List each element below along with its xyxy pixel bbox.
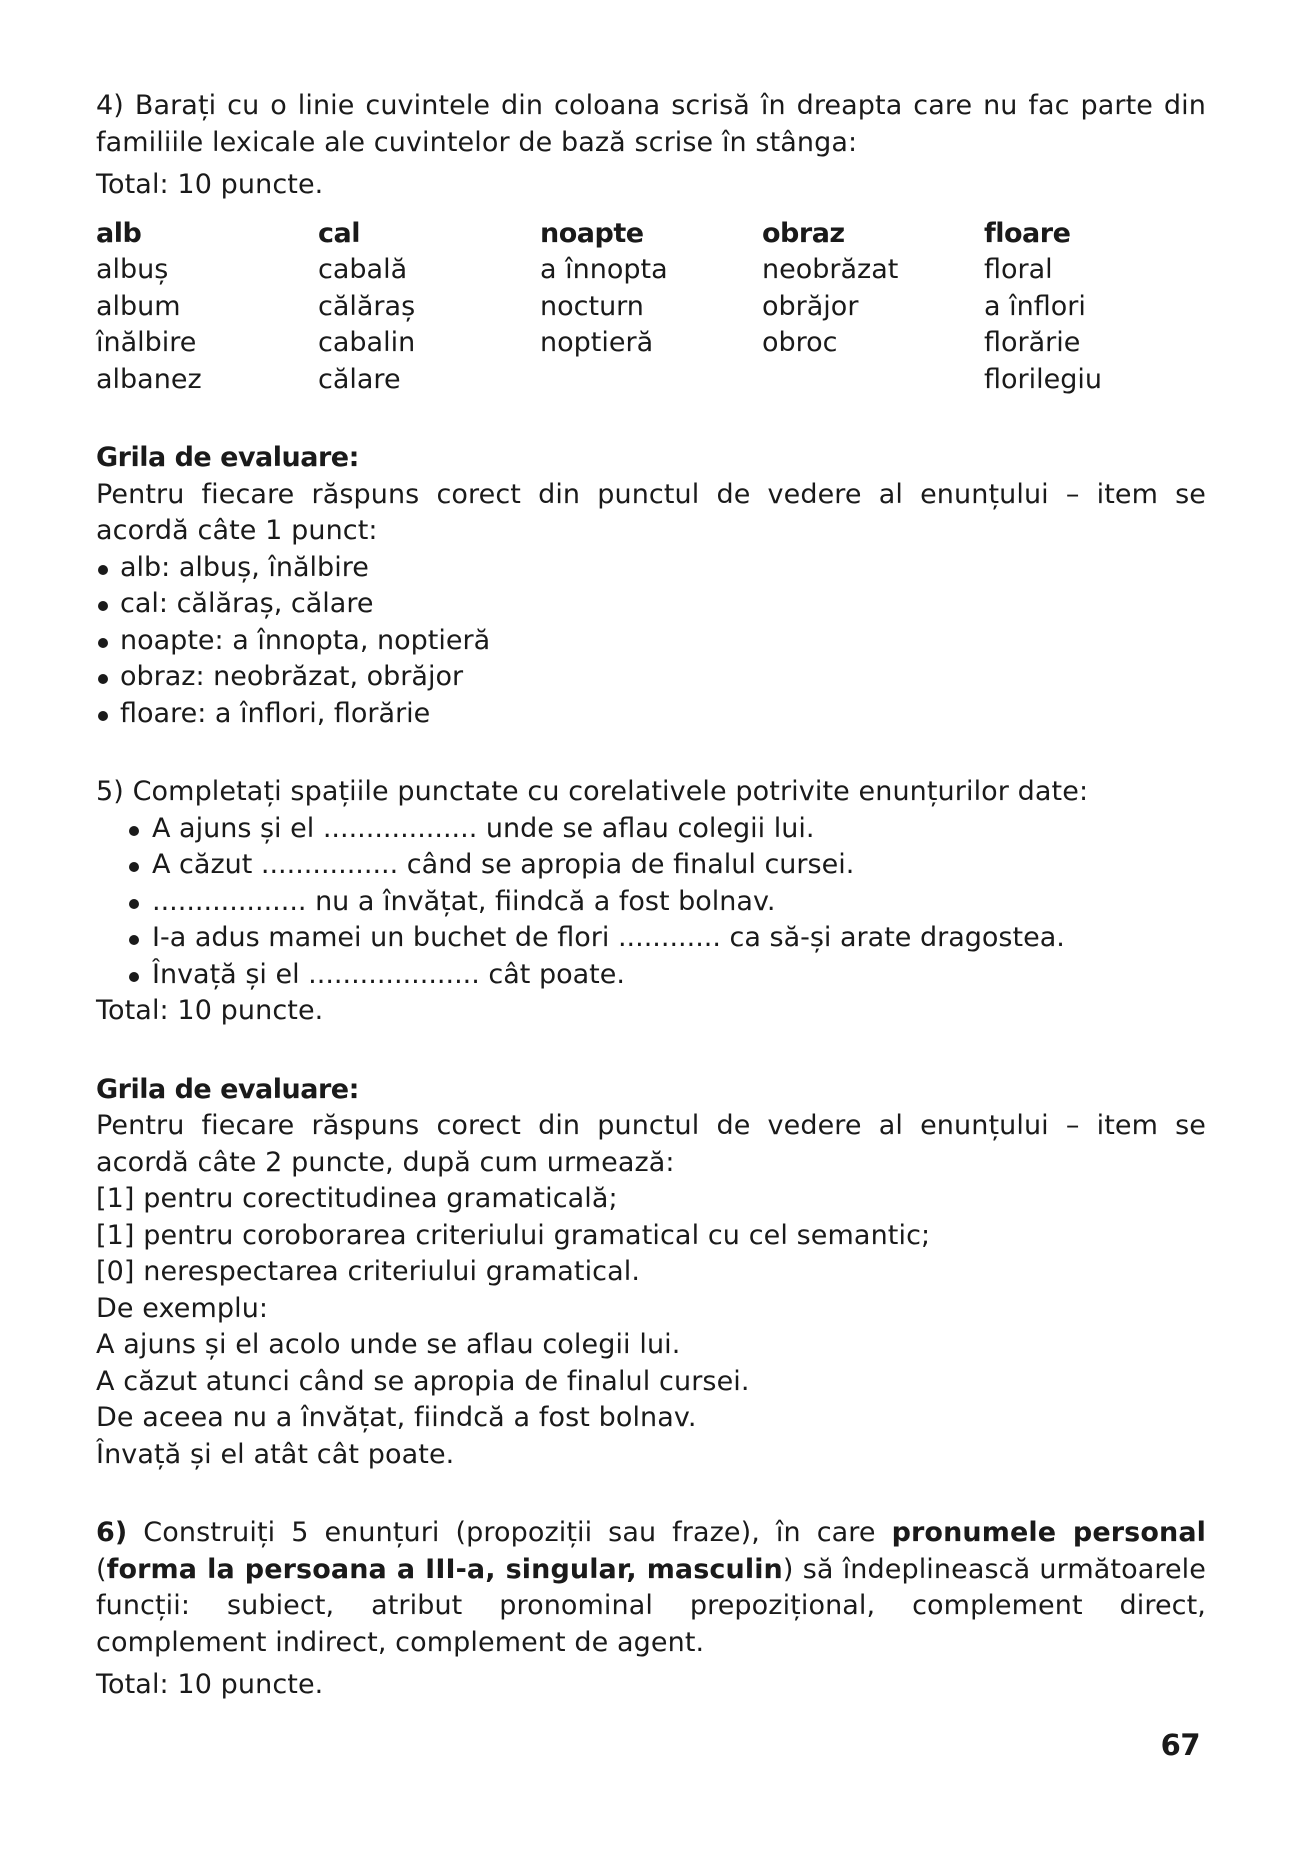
bullet-icon xyxy=(129,935,139,945)
bullet-icon xyxy=(129,862,139,872)
word-column xyxy=(762,216,984,399)
list-item: obraz: neobrăzat, obrăjor xyxy=(96,659,1206,696)
column-head: cal xyxy=(318,217,360,249)
exercise-5-list xyxy=(96,811,1206,994)
column-head: noapte xyxy=(540,217,644,249)
list-item: noapte: a înnopta, noptieră xyxy=(96,623,1206,660)
word: cabală xyxy=(318,254,408,285)
grading-line: De exemplu: xyxy=(96,1292,269,1324)
bullet-icon xyxy=(98,674,108,684)
list-item: alb: albuș, înălbire xyxy=(96,550,1206,587)
word: călăraș xyxy=(318,290,416,322)
word: neobrăzat xyxy=(762,254,899,285)
word-family-table xyxy=(96,216,1206,399)
bullet-icon xyxy=(129,972,139,982)
example-line: Învață și el atât cât poate. xyxy=(96,1438,455,1470)
list-item: I-a adus mamei un buchet de flori ............ ca să-și arate dragostea. xyxy=(96,920,1206,957)
word: a înnopta xyxy=(540,254,668,285)
column-head: floare xyxy=(984,217,1071,249)
grading-line: [1] pentru corectitudinea gramaticală; xyxy=(96,1183,618,1214)
exercise-4-prompt: 4) Barați cu o linie cuvintele din coloana scrisă în dreapta care nu fac parte din familiile lexicale ale cuvintelor de bază scrise în stânga: xyxy=(96,90,1206,158)
word: florilegiu xyxy=(984,363,1102,395)
bullet-icon xyxy=(98,638,108,648)
list-item: cal: călăraș, călare xyxy=(96,586,1206,623)
word: călare xyxy=(318,363,401,395)
bullet-icon xyxy=(98,565,108,575)
column-head: obraz xyxy=(762,217,845,249)
list-item: floare: a înflori, florărie xyxy=(96,696,1206,733)
word: florărie xyxy=(984,327,1081,358)
bullet-icon xyxy=(98,711,108,721)
word-column xyxy=(96,216,318,399)
word-column xyxy=(318,216,540,399)
exercise-5-total: Total: 10 puncte. xyxy=(96,995,324,1026)
list-item: Învață și el .................... cât poate. xyxy=(96,957,1206,994)
exercise-6-prompt: 6) Construiți 5 enunțuri (propoziții sau fraze), în care pronumele personal (forma la persoana a III-a, singular, masculin) să îndeplinească următoarele funcții: subiect, atribut pronominal prepozițional, complement direct, complement indirect, complement de agent. xyxy=(96,1517,1206,1658)
grading-line: [0] nerespectarea criteriului gramatical. xyxy=(96,1256,641,1287)
word-column xyxy=(984,216,1206,399)
word: obrăjor xyxy=(762,290,859,322)
grading-list xyxy=(96,550,1206,733)
example-line: A căzut atunci când se apropia de finalul cursei. xyxy=(96,1365,750,1397)
word: obroc xyxy=(762,327,838,358)
exercise-4-total: Total: 10 puncte. xyxy=(96,169,324,200)
word: albuș xyxy=(96,254,169,285)
bullet-icon xyxy=(129,826,139,836)
grading-line: [1] pentru coroborarea criteriului gramatical cu cel semantic; xyxy=(96,1219,931,1251)
bullet-icon xyxy=(129,899,139,909)
grading-text: Pentru fiecare răspuns corect din punctul de vedere al enunțului – item se acordă câte 2 puncte, după cum urmează: xyxy=(96,1110,1206,1178)
exercise-5-prompt: 5) Completați spațiile punctate cu corelativele potrivite enunțurilor date: xyxy=(96,776,1089,807)
word-column xyxy=(540,216,762,399)
list-item: A căzut ................ când se apropia de finalul cursei. xyxy=(96,847,1206,884)
word: album xyxy=(96,290,181,322)
column-head: alb xyxy=(96,217,142,249)
bullet-icon xyxy=(98,601,108,611)
word: floral xyxy=(984,254,1053,285)
grading-heading: Grila de evaluare: xyxy=(96,442,359,473)
example-line: A ajuns și el acolo unde se aflau colegii lui. xyxy=(96,1329,681,1360)
exercise-6-total: Total: 10 puncte. xyxy=(96,1669,324,1700)
list-item: A ajuns și el .................. unde se aflau colegii lui. xyxy=(96,811,1206,848)
page-number: 67 xyxy=(1160,1728,1200,1762)
word: cabalin xyxy=(318,327,416,358)
page-content xyxy=(96,88,1206,1704)
word: nocturn xyxy=(540,290,644,322)
word: albanez xyxy=(96,363,202,395)
grading-text: Pentru fiecare răspuns corect din punctul de vedere al enunțului – item se acordă câte 1 punct: xyxy=(96,478,1206,546)
word: a înflori xyxy=(984,290,1086,322)
example-line: De aceea nu a învățat, fiindcă a fost bolnav. xyxy=(96,1402,697,1433)
word: noptieră xyxy=(540,327,654,358)
word: înălbire xyxy=(96,327,197,358)
grading-heading: Grila de evaluare: xyxy=(96,1073,359,1105)
list-item: .................. nu a învățat, fiindcă a fost bolnav. xyxy=(96,884,1206,921)
